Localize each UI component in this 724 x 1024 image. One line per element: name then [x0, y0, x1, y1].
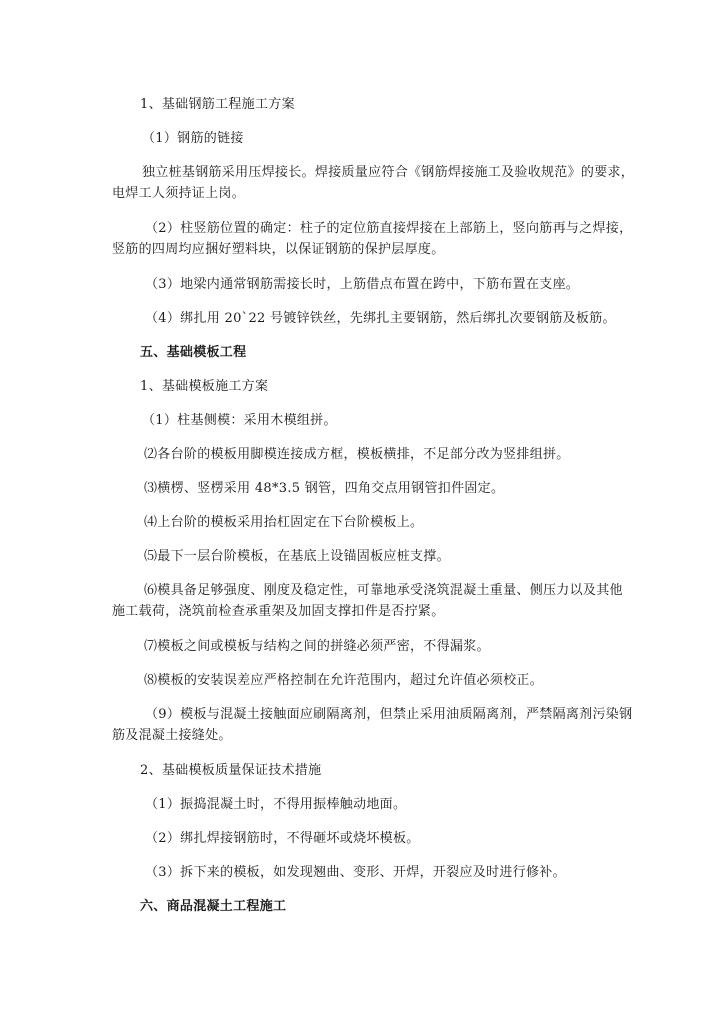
section-heading-formwork-quality: 2、基础模板质量保证技术措施	[140, 763, 322, 778]
paragraph-line: （4）绑扎用 20`22 号镀锌铁丝，先绑扎主要钢筋，然后绑扎次要钢筋及板筋。	[145, 311, 616, 326]
list-item-continuation: 筋及混凝土接缝处。	[112, 728, 232, 743]
list-item: ⑸最下一层台阶模板，在基底上设锚固板应桩支撑。	[144, 549, 450, 564]
list-item: （3）拆下来的模板，如发现翘曲、变形、开焊，开裂应及时进行修补。	[145, 865, 566, 880]
section-heading-rebar-plan: 1、基础钢筋工程施工方案	[140, 97, 295, 112]
list-item: ⑶横楞、竖楞采用 48*3.5 钢管，四角交点用钢管扣件固定。	[144, 481, 505, 496]
paragraph-line: （3）地梁内通常钢筋需接长时，上筋借点布置在跨中，下筋布置在支座。	[145, 277, 580, 292]
list-item: （1）柱基侧模：采用木模组拼。	[142, 413, 337, 428]
chapter-heading-foundation-formwork: 五、基础模板工程	[140, 345, 247, 360]
paragraph-line: 竖筋的四周均应捆好塑料块，以保证钢筋的保护层厚度。	[112, 242, 445, 257]
paragraph-line: （2）柱竖筋位置的确定：柱子的定位筋直接焊接在上部筋上，竖向筋再与之焊接，	[145, 221, 633, 236]
paragraph-line: 电焊工人须持证上岗。	[112, 186, 246, 201]
section-heading-formwork-plan: 1、基础模板施工方案	[140, 379, 269, 394]
list-item: ⑺模板之间或模板与结构之间的拼缝必须严密，不得漏浆。	[144, 639, 490, 654]
list-item: （1）振捣混凝土时，不得用振棒触动地面。	[145, 797, 407, 812]
list-item-continuation: 施工载荷，浇筑前检查承重架及加固支撑扣件是否拧紧。	[112, 604, 445, 619]
paragraph-line: 独立桩基钢筋采用压焊接长。焊接质量应符合《钢筋焊接施工及验收规范》的要求，	[142, 165, 635, 180]
chapter-heading-commercial-concrete: 六、商品混凝土工程施工	[140, 899, 287, 914]
list-item: ⑷上台阶的模板采用抬杠固定在下台阶模板上。	[144, 515, 424, 530]
list-item: ⑻模板的安装误差应严格控制在允许范围内，超过允许值必须校正。	[144, 673, 544, 688]
list-item: （2）绑扎焊接钢筋时，不得砸坏或烧坏模板。	[145, 831, 420, 846]
list-item: ⑹模具备足够强度、刚度及稳定性，可靠地承受浇筑混凝土重量、侧压力以及其他	[144, 583, 623, 598]
list-item: （9）模板与混凝土接触面应刷隔离剂，但禁止采用油质隔离剂，严禁隔离剂污染钢	[145, 707, 633, 722]
list-item: ⑵各台阶的模板用脚模连接成方框，模板横排，不足部分改为竖排组拼。	[144, 447, 570, 462]
subheading-rebar-connection: （1）钢筋的链接	[142, 131, 244, 146]
